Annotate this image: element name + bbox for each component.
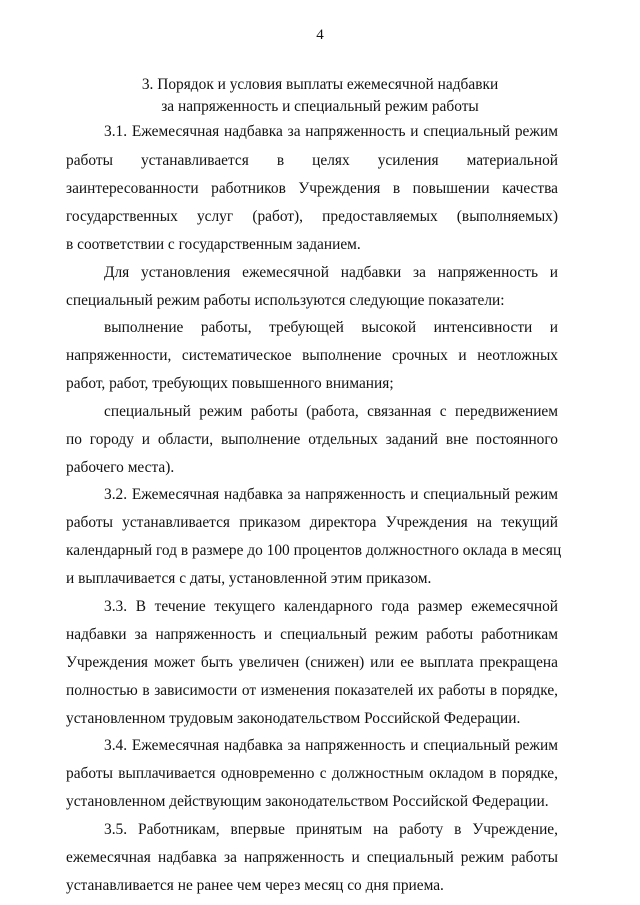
paragraph-line: в соответствии с государственным заданием. bbox=[66, 236, 361, 253]
paragraph-line: Для установления ежемесячной надбавки за напряженность и bbox=[104, 264, 558, 281]
paragraph-line: устанавливается не ранее чем через месяц со дня приема. bbox=[66, 877, 444, 894]
paragraph-line: 3.2. Ежемесячная надбавка за напряженность и специальный режим bbox=[104, 486, 558, 503]
paragraph-line: работы устанавливается приказом директора Учреждения на текущий bbox=[66, 514, 558, 531]
paragraph-line: и выплачивается с даты, установленной этим приказом. bbox=[66, 570, 432, 587]
paragraph-line: установленном действующим законодательством Российской Федерации. bbox=[66, 793, 549, 810]
paragraph-line: государственных услуг (работ), предоставляемых (выполняемых) bbox=[66, 208, 558, 225]
paragraph-line: работ, работ, требующих повышенного внимания; bbox=[66, 375, 394, 392]
paragraph-line: работы выплачивается одновременно с должностным окладом в порядке, bbox=[66, 765, 558, 782]
paragraph-line: специальный режим работы используются следующие показатели: bbox=[66, 292, 505, 309]
page-number: 4 bbox=[316, 27, 324, 43]
section-title bbox=[60, 74, 580, 118]
paragraph-line: Учреждения может быть увеличен (снижен) или ее выплата прекращена bbox=[66, 654, 558, 671]
paragraph-line: 3.5. Работникам, впервые принятым на работу в Учреждение, bbox=[104, 821, 558, 838]
paragraph-line: по городу и области, выполнение отдельных заданий вне постоянного bbox=[66, 431, 558, 448]
paragraph-line: 3.4. Ежемесячная надбавка за напряженность и специальный режим bbox=[104, 737, 558, 754]
paragraph-line: полностью в зависимости от изменения показателей их работы в порядке, bbox=[66, 682, 558, 699]
paragraph-line: выполнение работы, требующей высокой интенсивности и bbox=[104, 319, 558, 336]
paragraph-line: 3.1. Ежемесячная надбавка за напряженность и специальный режим bbox=[104, 123, 558, 140]
paragraph-line: установленном трудовым законодательством Российской Федерации. bbox=[66, 710, 521, 727]
paragraph-line: специальный режим работы (работа, связанная с передвижением bbox=[104, 403, 558, 420]
section-title-line: 3. Порядок и условия выплаты ежемесячной надбавки bbox=[141, 76, 499, 93]
paragraph-line: рабочего места). bbox=[66, 459, 175, 476]
paragraph-line: работы устанавливается в целях усиления материальной bbox=[66, 152, 558, 169]
paragraph-line: надбавки за напряженность и специальный режим работы работникам bbox=[66, 626, 558, 643]
paragraph-line: заинтересованности работников Учреждения в повышении качества bbox=[66, 180, 558, 197]
paragraph-line: 3.3. В течение текущего календарного года размер ежемесячной bbox=[104, 598, 558, 615]
paragraph-line: календарный год в размере до 100 процентов должностного оклада в месяц bbox=[66, 542, 562, 559]
section-title-line: за напряженность и специальный режим работы bbox=[161, 98, 479, 115]
paragraph-line: напряженности, систематическое выполнение срочных и неотложных bbox=[66, 347, 558, 364]
paragraph-line: ежемесячная надбавка за напряженность и специальный режим работы bbox=[66, 849, 558, 866]
